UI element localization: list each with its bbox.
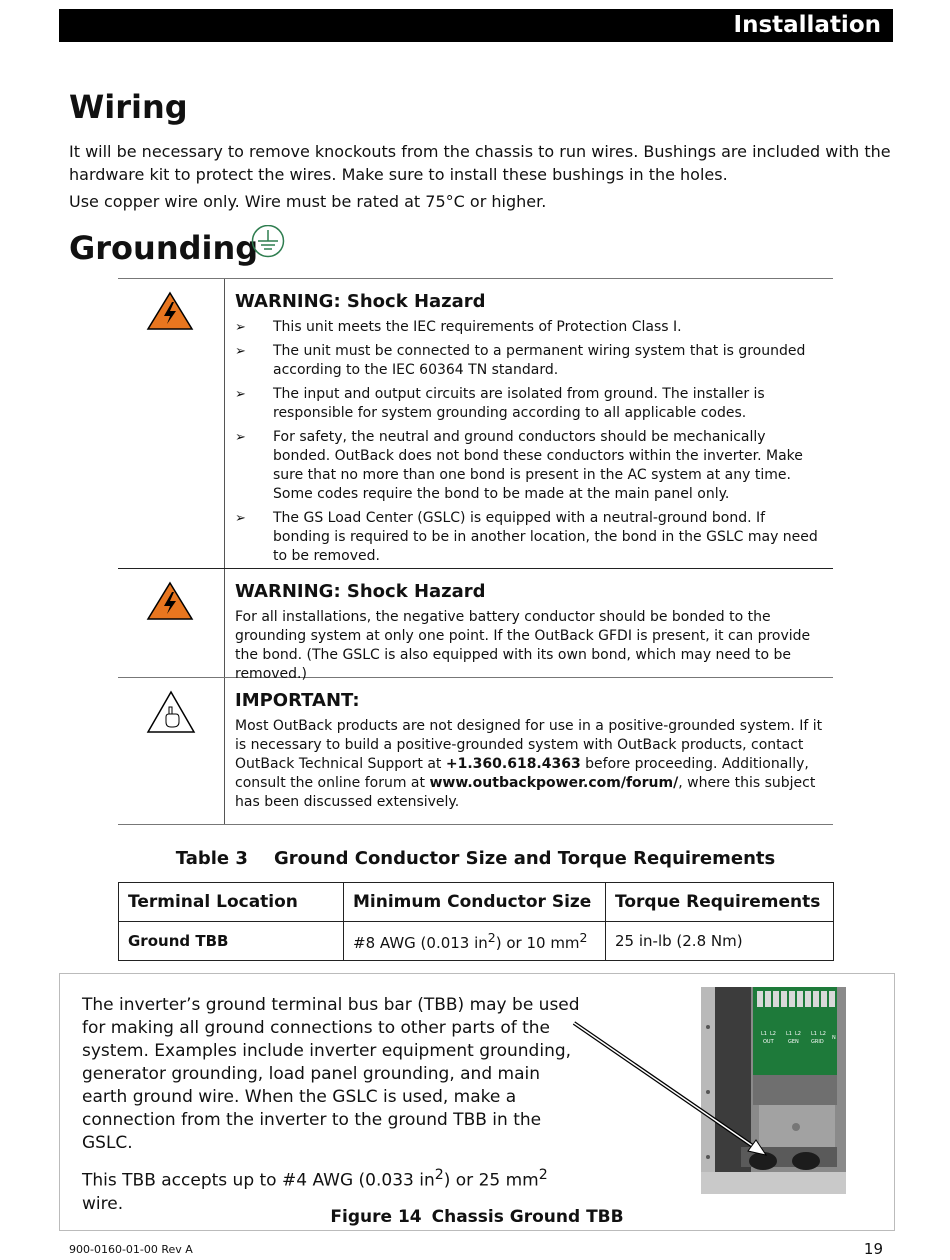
terminal-label: L1: [786, 1031, 792, 1037]
terminal-label: L2: [770, 1031, 776, 1037]
ground-symbol-icon: [250, 225, 286, 258]
table-caption: [118, 848, 833, 869]
terminal-label: L1: [761, 1031, 767, 1037]
terminal-label: L2: [820, 1031, 826, 1037]
important-title: IMPORTANT:: [235, 690, 360, 711]
grounding-heading: Grounding: [69, 229, 259, 267]
terminal-label: OUT: [763, 1039, 774, 1045]
terminal-label: L1: [811, 1031, 817, 1037]
arrow-bullet-icon: ➢: [235, 387, 246, 402]
warning-title: WARNING: Shock Hazard: [235, 581, 486, 602]
wiring-heading: Wiring: [69, 88, 188, 126]
conductor-size-cell: #8 AWG (0.013 $in^2$) or 10 $mm^2$: [344, 922, 606, 961]
pointer-arrow: [570, 1019, 770, 1159]
list-item: ➢ The unit must be connected to a permanent wiring system that is grounded according to the IEC 60364 TN standard.: [235, 343, 806, 378]
table-row: [119, 922, 834, 961]
terminal-label: N: [832, 1035, 836, 1041]
important-notice: [118, 678, 833, 825]
arrow-bullet-icon: ➢: [235, 320, 246, 335]
arrow-bullet-icon: ➢: [235, 344, 246, 359]
support-phone: +1.360.618.4363: [445, 756, 581, 772]
warning-title: WARNING: Shock Hazard: [235, 291, 486, 312]
arrow-bullet-icon: ➢: [235, 430, 246, 445]
warning-icon-cell: [118, 279, 225, 568]
figure-description: [82, 994, 582, 1225]
table-header-row: [119, 883, 834, 922]
wiring-paragraph-1: It will be necessary to remove knockouts from the chassis to run wires. Bushings are included with the hardware kit to protect the wires. Make sure to install these bushings in the holes.: [69, 142, 891, 184]
forum-url: www.outbackpower.com/forum/: [429, 775, 679, 791]
warning-icon-cell: [118, 569, 225, 677]
column-header: Torque Requirements: [606, 883, 834, 922]
shock-hazard-icon: [146, 291, 194, 331]
warning-notice-2: [118, 569, 833, 682]
figure-title: Chassis Ground TBB: [431, 1207, 624, 1227]
terminal-label: GRID: [811, 1039, 824, 1045]
list-item: ➢ The GS Load Center (GSLC) is equipped with a neutral-ground bond. If bonding is required to be in another location, the bond in the GSLC may need to be removed.: [235, 510, 818, 564]
table-title: Ground Conductor Size and Torque Requirements: [273, 848, 776, 869]
figure-caption: [60, 1207, 894, 1227]
important-hand-icon: [146, 690, 196, 734]
figure-number: Figure 14: [330, 1207, 422, 1227]
terminal-location-cell: Ground TBB: [119, 922, 344, 961]
safety-notices: [118, 278, 833, 825]
figure-paragraph-1: The inverter’s ground terminal bus bar (TBB) may be used for making all ground connections to other parts of the system. Examples include inverter equipment grounding, generator grounding, load panel grounding, and main earth ground wire. When the GSLC is used, make a connection from the inverter to the ground TBB in the GSLC.: [82, 995, 580, 1153]
table-number: Table 3: [175, 848, 248, 869]
wiring-paragraph-2: Use copper wire only. Wire must be rated at 75°C or higher.: [69, 192, 547, 211]
shock-hazard-icon: [146, 581, 194, 621]
list-item: ➢ For safety, the neutral and ground conductors should be mechanically bonded. OutBack does not bond these conductors within the inverter. Make sure that no more than one bond is present in the AC system at any time. Some codes require the bond to be made at the main panel only.: [235, 429, 803, 502]
list-item: ➢ This unit meets the IEC requirements of Protection Class I.: [235, 319, 682, 335]
terminal-label: L2: [795, 1031, 801, 1037]
section-header-title: Installation: [733, 12, 881, 38]
ground-conductor-table: [118, 882, 834, 961]
figure-paragraph-2: This TBB accepts up to #4 AWG (0.033 $in^2$) or 25 $mm^2$ wire.: [82, 1167, 548, 1214]
important-text: Most OutBack products are not designed for use in a positive-grounded system. If it is necessary to build a positive-grounded system with OutBack products, contact OutBack Technical Support at +1.360.618.4363 before proceeding. Additionally, consult the online forum at www.outbackpower.com/forum/, where this subject has been discussed extensively.: [235, 718, 823, 810]
warning-text: For all installations, the negative battery conductor should be bonded to the grounding system at only one point. If the OutBack GFDI is present, it can provide the bond. (The GSLC is also equipped with its own bond, which may need to be removed.): [235, 609, 811, 682]
warning-notice-1: [118, 279, 833, 569]
section-header-bar: [59, 9, 893, 42]
column-header: Terminal Location: [119, 883, 344, 922]
terminal-label: GEN: [788, 1039, 799, 1045]
figure-14-box: [59, 973, 895, 1231]
column-header: Minimum Conductor Size: [344, 883, 606, 922]
warning-bullet-list: [235, 318, 823, 566]
page-number: 19: [863, 1240, 883, 1258]
list-item: ➢ The input and output circuits are isolated from ground. The installer is responsible for system grounding according to all applicable codes.: [235, 386, 765, 421]
torque-cell: 25 in-lb (2.8 Nm): [606, 922, 834, 961]
document-number: 900-0160-01-00 Rev A: [69, 1243, 193, 1256]
important-icon-cell: [118, 678, 225, 824]
arrow-bullet-icon: ➢: [235, 511, 246, 526]
